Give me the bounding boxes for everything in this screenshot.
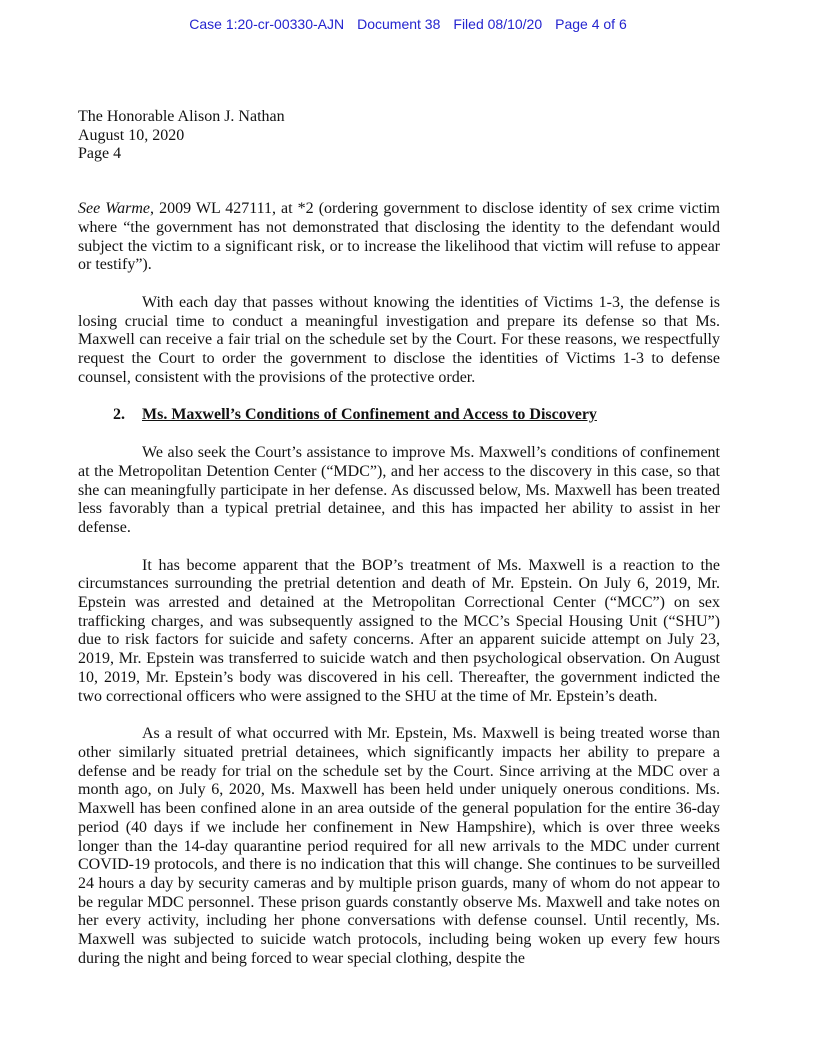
section-title: Ms. Maxwell’s Conditions of Confinement and Access to Discovery <box>142 406 597 424</box>
stamp-case-number: Case 1:20-cr-00330-AJN <box>189 16 345 32</box>
paragraph-confinement-intro: We also seek the Court’s assistance to improve Ms. Maxwell’s conditions of confinement at the Metropolitan Detention Center (“MDC”), and her access to the discovery in this case, so that she can meaningfully participate in her defense. As discussed below, Ms. Maxwell has been treated less favorably than a typical pretrial detainee, and this has impacted her ability to assist in her defense. <box>78 444 720 536</box>
case-stamp <box>0 0 816 32</box>
stamp-page-count: Page 4 of 6 <box>555 16 627 32</box>
citation-paragraph <box>78 200 720 275</box>
letter-body <box>78 200 720 968</box>
paragraph-treatment-worse: As a result of what occurred with Mr. Epstein, Ms. Maxwell is being treated worse than other similarly situated pretrial detainees, which significantly impacts her ability to prepare a defense and be ready for trial on the schedule set by the Court. Since arriving at the MDC over a month ago, on July 6, 2020, Ms. Maxwell has been held under uniquely onerous conditions. Ms. Maxwell has been confined alone in an area outside of the general population for the entire 36-day period (40 days if we include her confinement in New Hampshire), which is over three weeks longer than the 14-day quarantine period required for all new arrivals to the MDC under current COVID-19 protocols, and there is no indication that this will change. She continues to be surveilled 24 hours a day by security cameras and by multiple prison guards, many of whom do not appear to be regular MDC personnel. These prison guards constantly observe Ms. Maxwell and take notes on her every activity, including her phone conversations with defense counsel. Until recently, Ms. Maxwell was subjected to suicide watch protocols, including being woken up every few hours during the night and being forced to wear special clothing, despite the <box>78 725 720 967</box>
paragraph-victims-identities: With each day that passes without knowing the identities of Victims 1-3, the defense is losing crucial time to conduct a meaningful investigation and prepare its defense so that Ms. Maxwell can receive a fair trial on the schedule set by the Court. For these reasons, we respectfully request the Court to order the government to disclose the identities of Victims 1-3 to defense counsel, consistent with the provisions of the protective order. <box>78 293 720 386</box>
letter-page-number: Page 4 <box>78 145 122 163</box>
section-heading-2 <box>78 406 720 425</box>
stamp-filed-date: Filed 08/10/20 <box>453 16 543 32</box>
stamp-document-number: Document 38 <box>357 16 441 32</box>
letter-date: August 10, 2020 <box>78 126 185 144</box>
case-citation-italic: See Warme <box>78 200 151 218</box>
recipient-name: The Honorable Alison J. Nathan <box>78 108 285 125</box>
recipient-block <box>78 108 720 164</box>
section-number: 2. <box>113 406 125 424</box>
paragraph-bop-epstein: It has become apparent that the BOP’s treatment of Ms. Maxwell is a reaction to the circumstances surrounding the pretrial detention and death of Mr. Epstein. On July 6, 2019, Mr. Epstein was arrested and detained at the Metropolitan Correctional Center (“MCC”) on sex trafficking charges, and was subsequently assigned to the MCC’s Special Housing Unit (“SHU”) due to risk factors for suicide and safety concerns. After an apparent suicide attempt on July 23, 2019, Mr. Epstein was transferred to suicide watch and then psychological observation. On August 10, 2019, Mr. Epstein’s body was discovered in his cell. Thereafter, the government indicted the two correctional officers who were assigned to the SHU at the time of Mr. Epstein’s death. <box>78 556 720 705</box>
case-citation-text: , 2009 WL 427111, at *2 (ordering government to disclose identity of sex crime victim where “the government has not demonstrated that disclosing the identity to the defendant would subject the victim to a significant risk, or to increase the likelihood that victim will refuse to appear or testify”). <box>78 200 721 274</box>
